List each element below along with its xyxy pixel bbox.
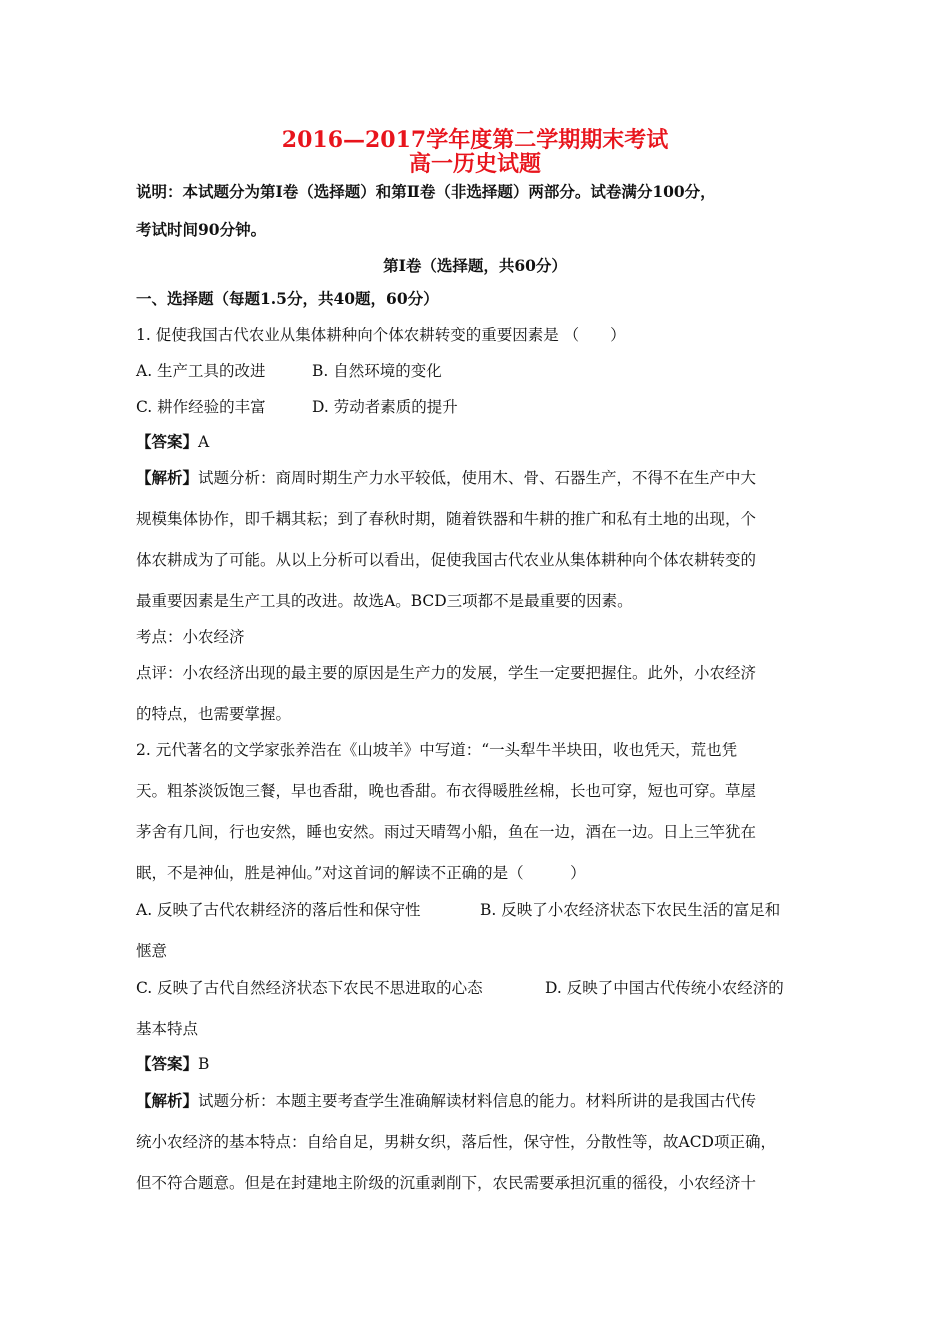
volume-title: 第Ⅰ卷（选择题，共60分）: [383, 256, 567, 275]
intro-line-2: 考试时间90分钟。: [136, 220, 267, 239]
q2-stem-line-2: 天。粗茶淡饭饱三餐，早也香甜，晚也香甜。布衣得暖胜丝棉，长也可穿，短也可穿。草屋: [136, 782, 757, 800]
q2-analysis-line-2: 统小农经济的基本特点：自给自足，男耕女织，落后性，保守性，分散性等，故ACD项正确，: [136, 1133, 776, 1151]
q2-analysis-label: 【解析】: [136, 1091, 199, 1110]
q2-analysis-line-3: 但不符合题意。但是在封建地主阶级的沉重剥削下，农民需要承担沉重的徭役，小农经济十: [136, 1174, 757, 1192]
q1-answer-value: A: [198, 433, 210, 451]
q2-option-b-cont: 惬意: [136, 942, 168, 960]
q2-stem-line-3: 茅舍有几间，行也安然，睡也安然。雨过天晴驾小船，鱼在一边，酒在一边。日上三竿犹在: [136, 823, 757, 841]
q1-option-b: B. 自然环境的变化: [312, 362, 442, 380]
q2-option-a: A. 反映了古代农耕经济的落后性和保守性: [136, 901, 421, 919]
exam-title: 2016—2017学年度第二学期期末考试: [281, 127, 669, 153]
q1-analysis-label: 【解析】: [136, 468, 199, 487]
q1-option-d: D. 劳动者素质的提升: [312, 398, 458, 416]
q2-stem-line-1: 2. 元代著名的文学家张养浩在《山坡羊》中写道：“一头犁牛半块田，收也凭天，荒也凭: [136, 741, 738, 759]
q2-option-b: B. 反映了小农经济状态下农民生活的富足和: [480, 901, 781, 919]
q2-answer-value: B: [198, 1055, 210, 1073]
exam-subtitle: 高一历史试题: [408, 151, 541, 177]
q1-analysis-line-2: 规模集体协作，即千耦其耘；到了春秋时期，随着铁器和牛耕的推广和私有土地的出现，个: [136, 510, 757, 528]
q1-stem: 1. 促使我国古代农业从集体耕种向个体农耕转变的重要因素是 （ ）: [136, 326, 626, 344]
q2-answer-label: 【答案】: [136, 1054, 199, 1073]
part-title: 一、选择题（每题1.5分，共40题，60分）: [136, 289, 439, 308]
q1-kaodian: 考点：小农经济: [136, 628, 245, 646]
q1-dianping-line-1: 点评：小农经济出现的最主要的原因是生产力的发展，学生一定要把握住。此外，小农经济: [136, 664, 757, 682]
q2-answer: [136, 1054, 209, 1074]
q1-analysis-line-1: [136, 468, 756, 488]
q2-option-c: C. 反映了古代自然经济状态下农民不思进取的心态: [136, 979, 483, 997]
q1-dianping-line-2: 的特点，也需要掌握。: [136, 705, 292, 723]
q2-stem-line-4: 眠，不是神仙，胜是神仙。”对这首词的解读不正确的是（ ）: [136, 864, 586, 882]
q1-answer: [136, 432, 209, 452]
q1-option-a: A. 生产工具的改进: [136, 362, 266, 380]
q2-option-d-cont: 基本特点: [136, 1020, 199, 1038]
intro-line-1: 说明：本试题分为第Ⅰ卷（选择题）和第Ⅱ卷（非选择题）两部分。试卷满分100分，: [136, 182, 716, 201]
q2-analysis-text-1: 试题分析：本题主要考查学生准确解读材料信息的能力。材料所讲的是我国古代传: [198, 1092, 757, 1110]
q1-analysis-line-4: 最重要因素是生产工具的改进。故选A。BCD三项都不是最重要的因素。: [136, 592, 633, 610]
q1-option-c: C. 耕作经验的丰富: [136, 398, 266, 416]
q1-answer-label: 【答案】: [136, 432, 199, 451]
q1-analysis-text-1: 试题分析：商周时期生产力水平较低，使用木、骨、石器生产，不得不在生产中大: [198, 469, 757, 487]
q2-option-d: D. 反映了中国古代传统小农经济的: [545, 979, 784, 997]
q2-analysis-line-1: [136, 1091, 756, 1111]
q1-analysis-line-3: 体农耕成为了可能。从以上分析可以看出，促使我国古代农业从集体耕种向个体农耕转变的: [136, 551, 757, 569]
